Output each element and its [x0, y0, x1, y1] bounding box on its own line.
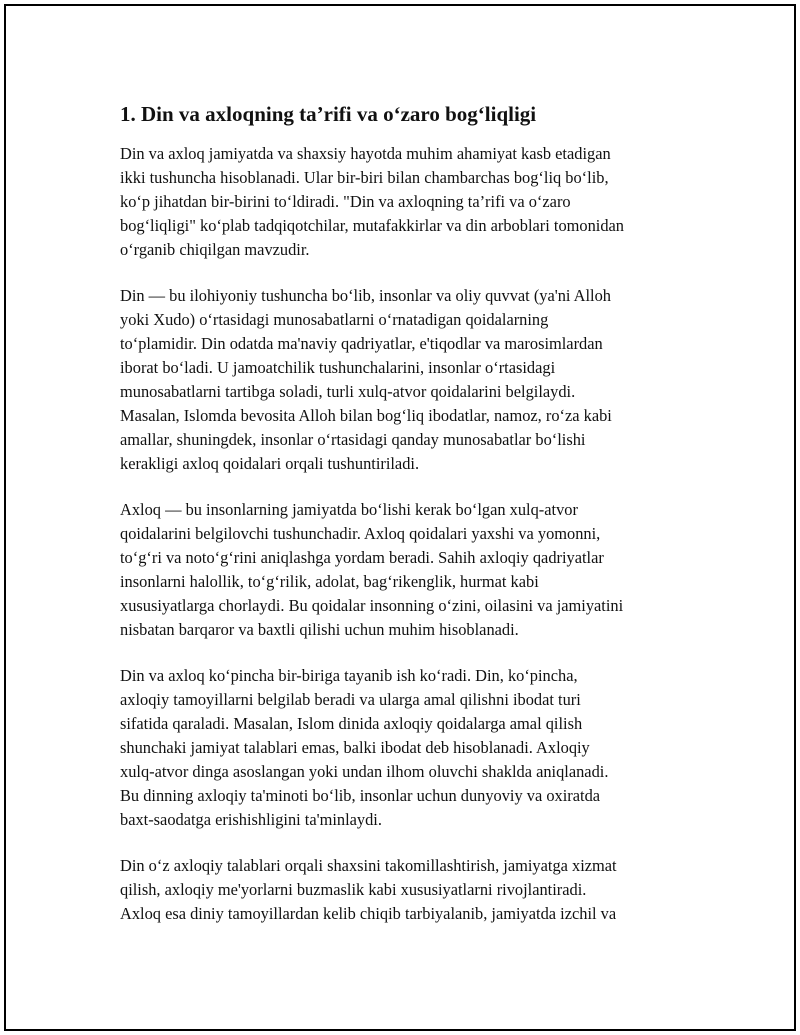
paragraph-continuation: Din o‘z axloqiy talablari orqali shaxsini takomillashtirish, jamiyatga xizmat qilish, axloqiy me'yorlarni buzmaslik kabi xususiyatlarni rivojlantiradi. Axloq esa diniy tamoyillardan kelib chiqib tarbiyalanib, jamiyatda izchil va	[120, 856, 617, 923]
paragraph-axloq-definition: Axloq — bu insonlarning jamiyatda bo‘lishi kerak bo‘lgan xulq-atvor qoidalarini belgilovchi tushunchadir. Axloq qoidalari yaxshi va yomonni, to‘g‘ri va noto‘g‘rini aniqlashga yordam beradi. Sahih axloqiy qadriyatlar insonlarni halollik, to‘g‘rilik, adolat, bag‘rikenglik, hurmat kabi xususiyatlarga chorlaydi. Bu qoidalar insonning o‘zini, oilasini va jamiyatini nisbatan barqaror va baxtli qilishi uchun muhim hisoblanadi.	[120, 500, 624, 639]
paragraph-din-definition: Din — bu ilohiyoniy tushuncha bo‘lib, insonlar va oliy quvvat (ya'ni Alloh yoki Xudo) o‘rtasidagi munosabatlarni o‘rnatadigan qoidalarning to‘plamidir. Din odatda ma'naviy qadriyatlar, e'tiqodlar va marosimlardan iborat bo‘ladi. U jamoatchilik tushunchalarini, insonlar o‘rtasidagi munosabatlarni tartibga soladi, turli xulq-atvor qoidalarini belgilaydi. Masalan, Islomda bevosita Alloh bilan bog‘liq ibodatlar, namoz, ro‘za kabi amallar, shuningdek, insonlar o‘rtasidagi qanday munosabatlar bo‘lishi kerakligi axloq qoidalari orqali tushuntiriladi.	[120, 286, 612, 473]
paragraph-relationship: Din va axloq ko‘pincha bir-biriga tayanib ish ko‘radi. Din, ko‘pincha, axloqiy tamoyillarni belgilab beradi va ularga amal qilishni ibodat turi sifatida qaraladi. Masalan, Islom dinida axloqiy qoidalarga amal qilish shunchaki jamiyat talablari emas, balki ibodat deb hisoblanadi. Axloqiy xulq-atvor dinga asoslangan yoki undan ilhom oluvchi shaklda aniqlanadi. Bu dinning axloqiy ta'minoti bo‘lib, insonlar uchun dunyoviy va oxiratda baxt-saodatga erishishligini ta'minlaydi.	[120, 666, 609, 829]
section-heading: 1. Din va axloqning ta’rifi va o‘zaro bog‘liqligi	[120, 102, 537, 126]
document-page	[4, 4, 796, 1031]
document-content	[120, 100, 710, 948]
paragraph-intro: Din va axloq jamiyatda va shaxsiy hayotda muhim ahamiyat kasb etadigan ikki tushuncha hisoblanadi. Ular bir-biri bilan chambarchas bog‘liq bo‘lib, ko‘p jihatdan bir-birini to‘ldiradi. "Din va axloqning ta’rifi va o‘zaro bog‘liqligi" ko‘plab tadqiqotchilar, mutafakkirlar va din arboblari tomonidan o‘rganib chiqilgan mavzudir.	[120, 144, 624, 259]
